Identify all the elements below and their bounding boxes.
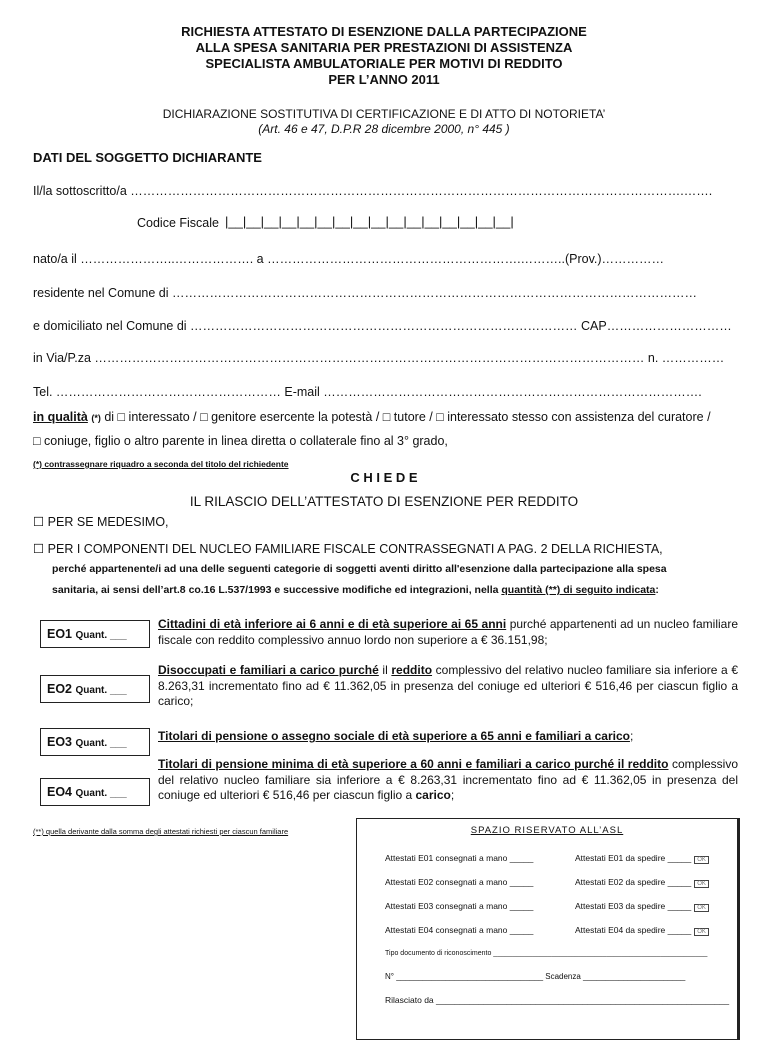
form-subtitle: DICHIARAZIONE SOSTITUTIVA DI CERTIFICAZIONE E DI ATTO DI NOTORIETA’ xyxy=(162,107,606,121)
asl-row-e04-spedire xyxy=(575,925,709,936)
asl-e02-box[interactable]: OK xyxy=(694,880,709,888)
codice-fiscale-boxes[interactable]: |__|__|__|__|__|__|__|__|__|__|__|__|__|__|__|__| xyxy=(225,214,514,229)
qualita-options-2[interactable]: □ coniuge, figlio o altro parente in linea diretta o collaterale fino al 3° grado, xyxy=(33,434,448,448)
eo2-box xyxy=(40,675,150,703)
eo1-text: purché appartenenti ad un nucleo familiare fiscale con reddito complessivo annuo lordo non superiore a € 36.151,98; xyxy=(158,617,738,647)
qualita-options-1[interactable]: di □ interessato / □ genitore esercente la potestà / □ tutore / □ interessato stesso con assistenza del curatore / xyxy=(100,410,711,424)
eo4-end: ; xyxy=(450,788,455,802)
eo2-quant[interactable]: Quant. ___ xyxy=(75,685,127,696)
eo1-description xyxy=(158,617,738,648)
eo4-description xyxy=(158,757,738,804)
asl-e03-box[interactable]: OK xyxy=(694,904,709,912)
eo1-box xyxy=(40,620,150,648)
asl-row-e02-spedire xyxy=(575,877,709,888)
form-reference: (Art. 46 e 47, D.P.R 28 dicembre 2000, n° 445 ) xyxy=(258,122,510,136)
qualita-line-1 xyxy=(33,410,711,424)
eo4-bold: Titolari di pensione minima di età superiore a 60 anni e familiari a carico purché il reddito xyxy=(158,757,669,771)
eo1-code: EO1 xyxy=(47,627,73,641)
qualita-note: (*) contrassegnare riquadro a seconda del titolo del richiedente xyxy=(33,459,289,469)
asl-e04-spedire[interactable]: Attestati E04 da spedire _____ xyxy=(575,925,692,935)
asl-title: SPAZIO RISERVATO ALL’ASL xyxy=(470,825,624,836)
eo2-description xyxy=(158,663,738,710)
chiede-title: C H I E D E xyxy=(350,470,418,485)
asl-e02-mano[interactable]: Attestati E02 consegnati a mano _____ xyxy=(385,877,534,887)
eo2-mid: il xyxy=(378,663,392,677)
eo3-box xyxy=(40,728,150,756)
eo4-quant[interactable]: Quant. ___ xyxy=(75,788,127,799)
eo4-box xyxy=(40,778,150,806)
motivation-line-2 xyxy=(52,584,659,596)
motivation-colon: : xyxy=(655,584,659,596)
asl-row-e04 xyxy=(385,925,533,935)
eo4-bold-end: carico xyxy=(415,788,451,802)
residente-field[interactable]: residente nel Comune di ……………………………………………………………………………………………………………… xyxy=(33,286,697,300)
codice-fiscale-label: Codice Fiscale xyxy=(137,216,219,230)
eo3-quant[interactable]: Quant. ___ xyxy=(75,738,127,749)
sottoscritto-field[interactable]: Il/la sottoscritto/a …………………………………………………………………………………………………………………….……. xyxy=(33,184,713,198)
via-field[interactable]: in Via/P.za …………………………………………………………………………………………………………………… n. …………… xyxy=(33,351,725,365)
eo4-code: EO4 xyxy=(47,785,73,799)
qualita-label: in qualità xyxy=(33,410,88,424)
nato-field[interactable]: nato/a il …………………..………………. a …………………………………………………….………..(Prov.)…………… xyxy=(33,252,665,266)
qualita-marker: (*) xyxy=(91,413,101,423)
form-title-line-4: PER L’ANNO 2011 xyxy=(328,72,440,87)
asl-row-e03 xyxy=(385,901,533,911)
asl-row-e02 xyxy=(385,877,533,887)
form-title-line-3: SPECIALISTA AMBULATORIALE PER MOTIVI DI REDDITO xyxy=(205,56,563,71)
asl-numero-scadenza[interactable]: N° _________________________________ Scadenza _______________________ xyxy=(385,972,686,981)
asl-rilasciato-da[interactable]: Rilasciato da ______________________________________________________________ xyxy=(385,995,730,1005)
asl-e03-spedire[interactable]: Attestati E03 da spedire _____ xyxy=(575,901,692,911)
asl-e01-box[interactable]: OK xyxy=(694,856,709,864)
domiciliato-field[interactable]: e domiciliato nel Comune di ………………………………………………………………………………… CAP………………………… xyxy=(33,319,732,333)
eo2-bold2: reddito xyxy=(391,663,433,677)
form-title-line-2: ALLA SPESA SANITARIA PER PRESTAZIONI DI ASSISTENZA xyxy=(195,40,573,55)
eo3-text: ; xyxy=(629,729,634,743)
asl-e01-mano[interactable]: Attestati E01 consegnati a mano _____ xyxy=(385,853,534,863)
asl-row-e01 xyxy=(385,853,533,863)
eo4-text: complessivo del relativo nucleo familiare sia inferiore a € 8.263,31 incrementato fino ad € 11.362,05 in presenza del coniuge ed ulteriori € 516,46 per ciascun figlio a xyxy=(158,757,739,802)
motivation-quantita: quantità (**) di seguito indicata xyxy=(501,584,656,596)
motivation-text: sanitaria, ai sensi dell’art.8 co.16 L.537/1993 e successive modifiche ed integrazioni, nella xyxy=(52,584,502,596)
tel-email-field[interactable]: Tel. ……………………………………………… E-mail ………………………………………………………………………………. xyxy=(33,385,702,399)
eo2-bold: Disoccupati e familiari a carico purché xyxy=(158,663,379,677)
asl-e02-spedire[interactable]: Attestati E02 da spedire _____ xyxy=(575,877,692,887)
option-se-medesimo[interactable]: ☐ PER SE MEDESIMO, xyxy=(33,515,169,529)
asl-row-e01-spedire xyxy=(575,853,709,864)
asl-tipo-documento[interactable]: Tipo documento di riconoscimento _______________________________________________________ xyxy=(385,950,708,957)
asl-e04-box[interactable]: OK xyxy=(694,928,709,936)
form-title-line-1: RICHIESTA ATTESTATO DI ESENZIONE DALLA PARTECIPAZIONE xyxy=(181,24,587,39)
eo2-text: complessivo del relativo nucleo familiare sia inferiore a € 8.263,31 incrementato fino ad € 11.362,05 in presenza del coniuge ed ulteriori € 516,46 per ciascun figlio a carico; xyxy=(158,663,739,708)
eo3-bold: Titolari di pensione o assegno sociale di età superiore a 65 anni e familiari a carico xyxy=(158,729,630,743)
eo3-description xyxy=(158,729,738,745)
asl-e03-mano[interactable]: Attestati E03 consegnati a mano _____ xyxy=(385,901,534,911)
section-title: DATI DEL SOGGETTO DICHIARANTE xyxy=(33,150,262,165)
motivation-line-1: perché appartenente/i ad una delle seguenti categorie di soggetti aventi diritto all'esenzione dalla partecipazione alla spesa xyxy=(52,563,667,575)
asl-e01-spedire[interactable]: Attestati E01 da spedire _____ xyxy=(575,853,692,863)
asl-row-e03-spedire xyxy=(575,901,709,912)
asl-e04-mano[interactable]: Attestati E04 consegnati a mano _____ xyxy=(385,925,534,935)
asl-reserved-box xyxy=(356,818,740,1040)
eo1-bold: Cittadini di età inferiore ai 6 anni e di età superiore ai 65 anni xyxy=(158,617,507,631)
footnote: (**) quella derivante dalla somma degli attestati richiesti per ciascun familiare xyxy=(33,827,289,836)
chiede-subtitle: IL RILASCIO DELL’ATTESTATO DI ESENZIONE PER REDDITO xyxy=(189,494,579,509)
eo3-code: EO3 xyxy=(47,735,73,749)
option-componenti-nucleo[interactable]: ☐ PER I COMPONENTI DEL NUCLEO FAMILIARE FISCALE CONTRASSEGNATI A PAG. 2 DELLA RICHIESTA, xyxy=(33,542,663,556)
eo2-code: EO2 xyxy=(47,682,73,696)
eo1-quant[interactable]: Quant. ___ xyxy=(75,630,127,641)
